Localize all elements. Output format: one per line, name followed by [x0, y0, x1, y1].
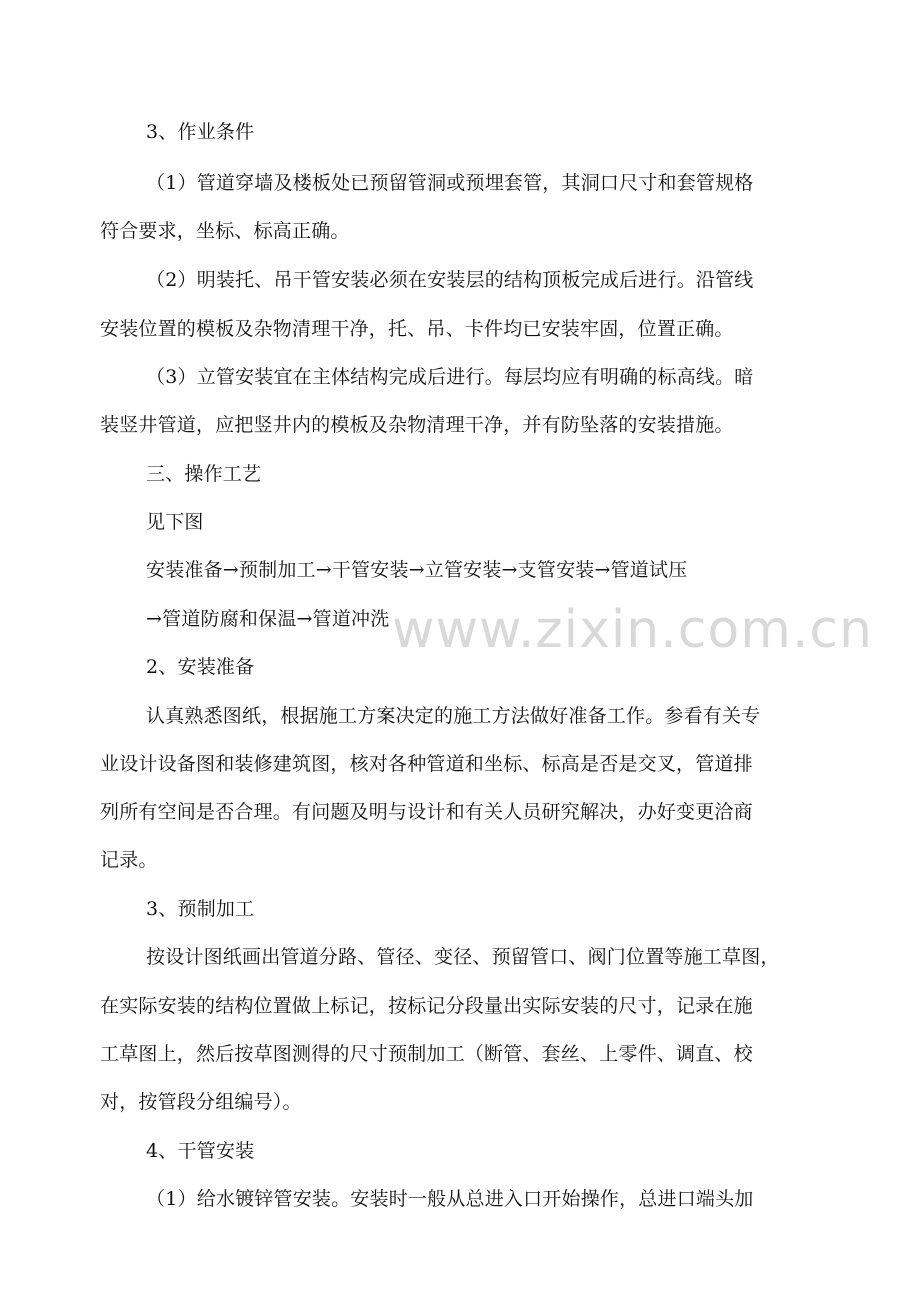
paragraph-line: 记录。 — [100, 849, 158, 871]
watermark: www.zixin.com.cn — [392, 600, 873, 660]
paragraph-line: 列所有空间是否合理。有问题及明与设计和有关人员研究解决，办好变更洽商 — [100, 801, 753, 823]
paragraph-line: （1）给水镀锌管安装。安装时一般从总进入口开始操作，总进口端头加 — [146, 1188, 754, 1210]
paragraph-line: 认真熟悉图纸，根据施工方案决定的施工方法做好准备工作。参看有关专 — [146, 705, 761, 727]
heading-install-prep: 2、安装准备 — [146, 656, 255, 678]
paragraph-line: （2）明装托、吊干管安装必须在安装层的结构顶板完成后进行。沿管线 — [146, 269, 754, 291]
paragraph-line: 安装位置的模板及杂物清理干净，托、吊、卡件均已安装牢固，位置正确。 — [100, 318, 734, 340]
paragraph-line: 对，按管段分组编号）。 — [100, 1091, 302, 1113]
paragraph-line: 装竖井管道，应把竖井内的模板及杂物清理干净，并有防坠落的安装措施。 — [100, 414, 734, 436]
heading-main-pipe-install: 4、干管安装 — [146, 1140, 255, 1162]
heading-work-conditions: 3、作业条件 — [146, 121, 255, 143]
paragraph-line: 按设计图纸画出管道分路、管径、变径、预留管口、阀门位置等施工草图， — [146, 946, 780, 968]
paragraph-line: （3）立管安装宜在主体结构完成后进行。每层均应有明确的标高线。暗 — [146, 366, 754, 388]
paragraph-line: （1）管道穿墙及楼板处已预留管洞或预埋套管，其洞口尺寸和套管规格 — [146, 172, 754, 194]
process-flow-line: 安装准备→预制加工→干管安装→立管安装→支管安装→管道试压 — [146, 559, 688, 581]
paragraph-line: 符合要求，坐标、标高正确。 — [100, 220, 350, 242]
heading-prefabrication: 3、预制加工 — [146, 898, 255, 920]
heading-operation-process: 三、操作工艺 — [146, 463, 262, 485]
paragraph-line: 业设计设备图和装修建筑图，核对各种管道和坐标、标高是否是交叉，管道排 — [100, 753, 753, 775]
process-flow-line: →管道防腐和保温→管道冲洗 — [146, 608, 390, 630]
paragraph-line: 见下图 — [146, 511, 204, 533]
paragraph-line: 工草图上，然后按草图测得的尺寸预制加工（断管、套丝、上零件、调直、校 — [100, 1043, 753, 1065]
paragraph-line: 在实际安装的结构位置做上标记，按标记分段量出实际安装的尺寸，记录在施 — [100, 995, 753, 1017]
